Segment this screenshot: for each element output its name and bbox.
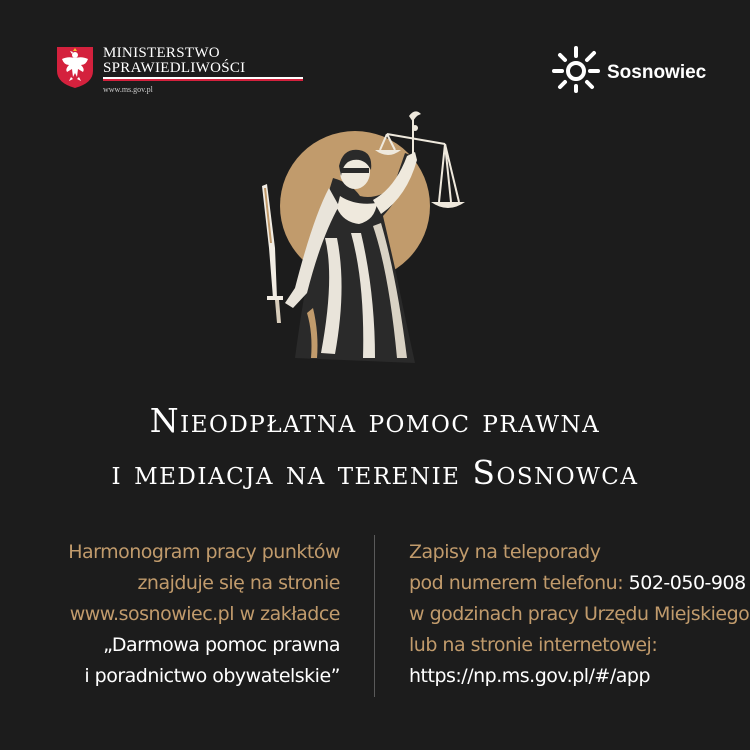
registration-line1: Zapisy na teleporady [409,541,601,563]
phone-number[interactable]: 502-050-908 [628,572,746,594]
city-logo[interactable] [550,44,710,94]
schedule-line1: Harmonogram pracy punktów [68,541,340,563]
headline-line1: Nieodpłatna pomoc prawna [149,401,601,440]
registration-info [409,537,749,692]
schedule-line5: i poradnictwo obywatelskie” [84,665,340,687]
city-name: Sosnowiec [607,62,707,83]
registration-line2 [409,568,749,599]
schedule-line2: znajduje się na stronie [137,572,340,594]
sun-icon [550,44,602,94]
phone-label: pod numerem telefonu: [409,572,624,594]
ministry-logo[interactable] [55,45,275,100]
schedule-line4: „Darmowa pomoc prawna [103,634,340,656]
registration-link[interactable]: https://np.ms.gov.pl/#/app [409,665,651,687]
registration-line4: lub na stronie internetowej: [409,634,658,656]
headline-line2: i mediacja na terenie Sosnowca [111,453,639,492]
ministry-name-line1: MINISTERSTWO [103,45,220,61]
ministry-url[interactable]: www.ms.gov.pl [103,85,153,94]
ministry-name-line2: SPRAWIEDLIWOŚCI [103,60,246,76]
polish-eagle-shield-icon [55,45,95,89]
headline [0,395,750,499]
column-divider [374,535,375,697]
lady-justice-icon [255,108,485,368]
flag-stripe [103,77,303,81]
schedule-info [68,537,340,692]
registration-line3: w godzinach pracy Urzędu Miejskiego [409,603,750,625]
schedule-line3: www.sosnowiec.pl w zakładce [69,603,340,625]
